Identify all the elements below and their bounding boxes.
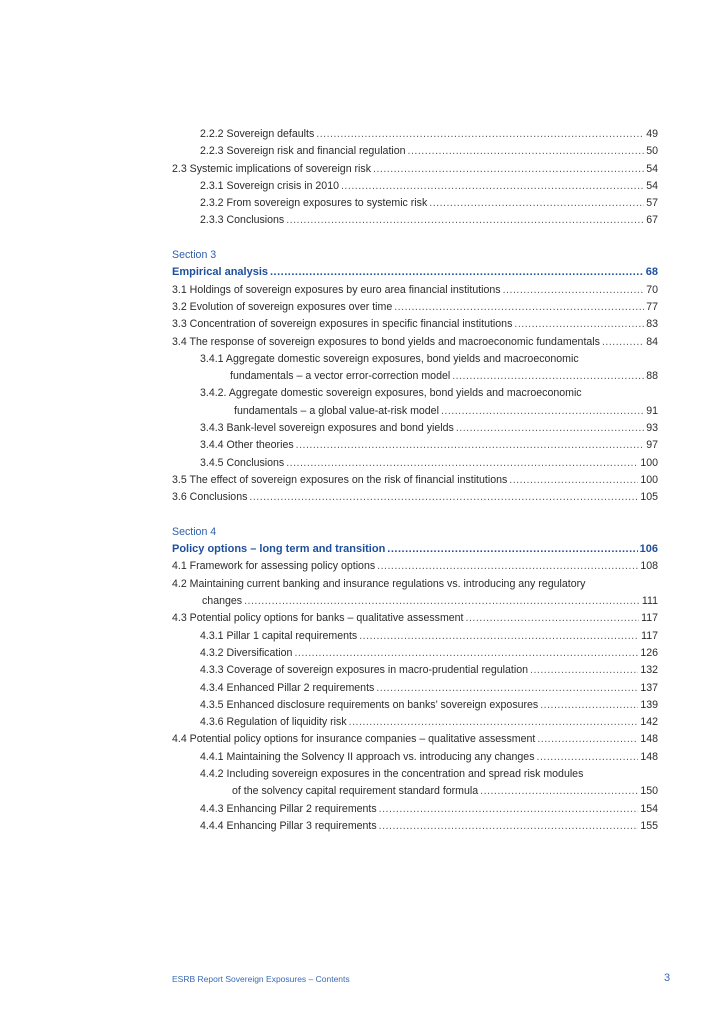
toc-entry[interactable] [172,645,658,662]
toc-entry[interactable] [172,455,658,472]
toc-entry-title: 4.4.2 Including sovereign exposures in the concentration and spread risk modules [200,767,584,780]
toc-page-number: 68 [645,266,658,279]
dot-leader [379,818,639,835]
toc-entry[interactable] [172,403,658,420]
toc-entry[interactable] [172,282,658,299]
dot-leader [466,610,640,627]
toc-page-number: 97 [646,439,658,452]
toc-page-number: 154 [640,802,658,815]
dot-leader [540,697,638,714]
dot-leader [441,403,644,420]
toc-page-number: 105 [640,491,658,504]
toc-entry[interactable] [172,680,658,697]
toc-entry-title: 3.3 Concentration of sovereign exposures in specific financial institutions [172,318,513,331]
toc-entry-title: 2.3.2 From sovereign exposures to systemic risk [200,197,428,210]
toc-entry-title: 3.4.3 Bank-level sovereign exposures and bond yields [200,422,454,435]
toc-entry-title: 2.2.3 Sovereign risk and financial regulation [200,145,406,158]
dot-leader [509,472,638,489]
toc-page-number: 88 [646,370,658,383]
toc-entry-title: 4.1 Framework for assessing policy options [172,560,376,573]
toc-page-number: 77 [646,300,658,313]
toc-page-number: 83 [646,318,658,331]
toc-entry[interactable] [172,161,658,178]
dot-leader [514,316,644,333]
toc-entry[interactable] [172,697,658,714]
toc-entry-title: 3.6 Conclusions [172,491,248,504]
toc-page-number: 111 [641,595,658,608]
dot-leader [602,334,644,351]
toc-page-number: 117 [641,612,658,625]
dot-leader [503,282,645,299]
section-label: Section 4 [172,525,217,538]
dot-leader [377,558,638,575]
toc-entry[interactable] [172,628,658,645]
dot-leader [452,368,644,385]
toc-entry-title: 4.3.2 Diversification [200,646,293,659]
toc-entry[interactable] [172,801,658,818]
toc-page-number: 148 [640,733,658,746]
toc-entry-title: 2.3.1 Sovereign crisis in 2010 [200,179,339,192]
table-of-contents [172,126,658,835]
toc-entry-title: 3.4.1 Aggregate domestic sovereign exposures, bond yields and macroeconomic [200,352,579,365]
dot-leader [349,714,639,731]
toc-entry-title: of the solvency capital requirement standard formula [232,785,479,798]
dot-leader [286,212,644,229]
toc-entry[interactable] [172,662,658,679]
toc-entry[interactable] [172,558,658,575]
running-footer: ESRB Report Sovereign Exposures – Contents [172,974,350,984]
dot-leader [394,299,644,316]
toc-entry-title: changes [202,595,243,608]
dot-leader [294,645,638,662]
toc-page-number: 139 [640,698,658,711]
toc-page-number: 108 [640,560,658,573]
toc-entry-title: Policy options – long term and transition [172,543,386,556]
toc-page-number: 93 [646,422,658,435]
toc-section-heading[interactable] [172,541,658,558]
toc-page-number: 137 [640,681,658,694]
toc-entry[interactable] [172,472,658,489]
toc-entry[interactable] [172,385,658,402]
toc-entry[interactable] [172,316,658,333]
toc-entry-title: 3.4 The response of sovereign exposures to bond yields and macroeconomic fundamentals [172,335,600,348]
toc-page-number: 126 [640,646,658,659]
toc-page-number: 54 [646,179,658,192]
toc-entry-title: 3.4.5 Conclusions [200,456,285,469]
toc-entry[interactable] [172,610,658,627]
dot-leader [341,178,644,195]
toc-entry-title: 3.2 Evolution of sovereign exposures over time [172,300,393,313]
toc-page-number: 67 [646,214,658,227]
toc-page-number: 117 [641,629,658,642]
toc-entry-title: 4.4 Potential policy options for insurance companies – qualitative assessment [172,733,536,746]
toc-entry[interactable] [172,576,658,593]
toc-entry-title: 3.5 The effect of sovereign exposures on the risk of financial institutions [172,473,508,486]
dot-leader [537,731,638,748]
toc-entry[interactable] [172,714,658,731]
toc-entry[interactable] [172,593,658,610]
toc-page-number: 50 [646,145,658,158]
toc-page-number: 148 [640,750,658,763]
dot-leader [373,161,644,178]
toc-entry[interactable] [172,368,658,385]
toc-entry[interactable] [172,351,658,368]
dot-leader [316,126,644,143]
toc-entry-title: 3.4.2. Aggregate domestic sovereign exposures, bond yields and macroeconomic [200,387,582,400]
toc-entry[interactable] [172,143,658,160]
toc-entry-title: 4.3.5 Enhanced disclosure requirements on banks’ sovereign exposures [200,698,539,711]
toc-page-number: 100 [640,456,658,469]
dot-leader [429,195,644,212]
dot-leader [480,783,638,800]
dot-leader [270,264,644,281]
toc-entry-title: 4.4.1 Maintaining the Solvency II approach vs. introducing any changes [200,750,535,763]
spacer [172,507,658,524]
toc-entry[interactable] [172,212,658,229]
section-label: Section 3 [172,249,217,262]
toc-entry-title: 4.4.4 Enhancing Pillar 3 requirements [200,819,377,832]
toc-entry[interactable] [172,420,658,437]
toc-entry[interactable] [172,437,658,454]
toc-page-number: 54 [646,162,658,175]
toc-entry[interactable] [172,766,658,783]
dot-leader [376,680,638,697]
toc-page-number: 132 [640,664,658,677]
toc-entry[interactable] [172,126,658,143]
toc-page-number: 49 [646,128,658,140]
toc-entry-title: Empirical analysis [172,266,268,279]
toc-page-number: 106 [639,543,658,556]
dot-leader [244,593,640,610]
toc-entry-title: 4.2 Maintaining current banking and insurance regulations vs. introducing any regulatory [172,577,586,590]
dot-leader [296,437,645,454]
toc-entry[interactable] [172,299,658,316]
page-number: 3 [664,972,671,984]
toc-entry-title: 4.4.3 Enhancing Pillar 2 requirements [200,802,377,815]
dot-leader [530,662,638,679]
toc-entry-title: 4.3 Potential policy options for banks – qualitative assessment [172,612,464,625]
toc-entry-title: 2.3.3 Conclusions [200,214,285,227]
dot-leader [286,455,638,472]
toc-entry-title: fundamentals – a global value-at-risk model [234,404,439,417]
toc-entry[interactable] [172,818,658,835]
toc-entry-title: 2.2.2 Sovereign defaults [200,128,315,140]
toc-entry-title: 4.3.4 Enhanced Pillar 2 requirements [200,681,375,694]
toc-entry[interactable] [172,731,658,748]
toc-entry-title: fundamentals – a vector error-correction model [230,370,451,383]
toc-page-number: 150 [640,785,658,798]
toc-entry-title: 3.1 Holdings of sovereign exposures by euro area financial institutions [172,283,501,296]
dot-leader [379,801,639,818]
toc-entry-title: 4.3.3 Coverage of sovereign exposures in macro-prudential regulation [200,664,529,677]
toc-entry-title: 3.4.4 Other theories [200,439,294,452]
dot-leader [359,628,639,645]
toc-page-number: 57 [646,197,658,210]
toc-entry[interactable] [172,489,658,506]
toc-entry-title: 4.3.1 Pillar 1 capital requirements [200,629,358,642]
toc-entry[interactable] [172,749,658,766]
toc-entry[interactable] [172,178,658,195]
spacer [172,230,658,247]
toc-entry-title: 2.3 Systemic implications of sovereign risk [172,162,372,175]
toc-entry[interactable] [172,334,658,351]
dot-leader [537,749,639,766]
toc-page-number: 91 [646,404,658,417]
dot-leader [456,420,644,437]
dot-leader [408,143,645,160]
toc-section-heading[interactable] [172,264,658,281]
toc-entry-title: 4.3.6 Regulation of liquidity risk [200,716,347,729]
dot-leader [387,541,637,558]
toc-page-number: 155 [640,819,658,832]
toc-page-number: 100 [640,473,658,486]
dot-leader [249,489,638,506]
toc-page-number: 70 [646,283,658,296]
toc-page-number: 84 [646,335,658,348]
toc-entry[interactable] [172,195,658,212]
toc-entry[interactable] [172,783,658,800]
toc-page-number: 142 [640,716,658,729]
